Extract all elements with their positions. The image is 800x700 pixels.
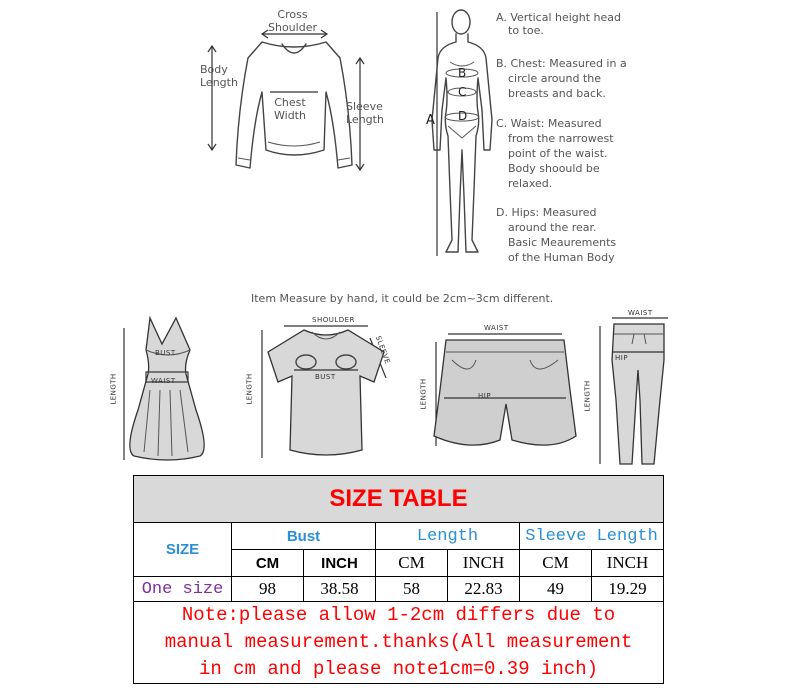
- shorts-waist-label: WAIST: [484, 324, 509, 332]
- measurement-note: Note:please allow 1-2cm differs due to manual measurement.thanks(All measurement in cm and please note1cm=0.39 inch): [134, 602, 664, 684]
- tshirt-bust-label: BUST: [315, 373, 336, 381]
- value-cell: 38.58: [304, 577, 376, 602]
- sleeve-length-header: Sleeve Length: [520, 523, 664, 550]
- unit-cell: INCH: [448, 550, 520, 577]
- body-length-label: Body Length: [200, 63, 238, 89]
- tshirt-length-label: LENGTH: [245, 373, 254, 405]
- dress-length-label: LENGTH: [109, 373, 118, 405]
- measure-note: Item Measure by hand, it could be 2cm~3cm different.: [251, 292, 554, 305]
- length-header: Length: [376, 523, 520, 550]
- sleeve-label: SLEEVE: [373, 334, 392, 366]
- value-cell: 98: [232, 577, 304, 602]
- note-a: A. Vertical height head to toe.: [496, 11, 622, 37]
- unit-cell: CM: [376, 550, 448, 577]
- marker-a: A: [426, 113, 435, 128]
- pants-hip-label: HIP: [615, 354, 629, 362]
- value-cell: 19.29: [592, 577, 664, 602]
- unit-cell: CM: [232, 550, 304, 577]
- bust-header: Bust: [232, 523, 376, 550]
- chest-width-label: Chest Width: [274, 96, 306, 122]
- note-b: B. Chest: Measured in a circle around the breasts and back.: [496, 57, 627, 100]
- size-header: SIZE: [134, 523, 232, 577]
- shorts-hip-label: HIP: [478, 392, 492, 400]
- cross-shoulder-label: Cross Shoulder: [268, 8, 317, 34]
- marker-c: C: [458, 85, 467, 99]
- dress-waist-label: WAIST: [151, 377, 176, 385]
- size-table: [133, 475, 664, 684]
- unit-cell: INCH: [304, 550, 376, 577]
- marker-d: D: [458, 109, 468, 123]
- note-d: D. Hips: Measured around the rear. Basic Meaurements of the Human Body: [496, 206, 617, 264]
- value-cell: 49: [520, 577, 592, 602]
- value-cell: 58: [376, 577, 448, 602]
- sleeve-length-label: Sleeve Length: [346, 100, 384, 126]
- marker-b: B: [458, 66, 467, 80]
- unit-cell: CM: [520, 550, 592, 577]
- pants-length-label: LENGTH: [583, 380, 592, 412]
- dress-bust-label: BUST: [155, 349, 176, 357]
- size-table-title: SIZE TABLE: [134, 476, 664, 523]
- value-cell: 22.83: [448, 577, 520, 602]
- shorts-length-label: LENGTH: [419, 378, 428, 410]
- size-cell: One size: [134, 577, 232, 602]
- note-c: C. Waist: Measured from the narrowest point of the waist. Body shoould be relaxed.: [496, 117, 614, 190]
- shoulder-label: SHOULDER: [312, 316, 355, 324]
- unit-cell: INCH: [592, 550, 664, 577]
- pants-waist-label: WAIST: [628, 309, 653, 317]
